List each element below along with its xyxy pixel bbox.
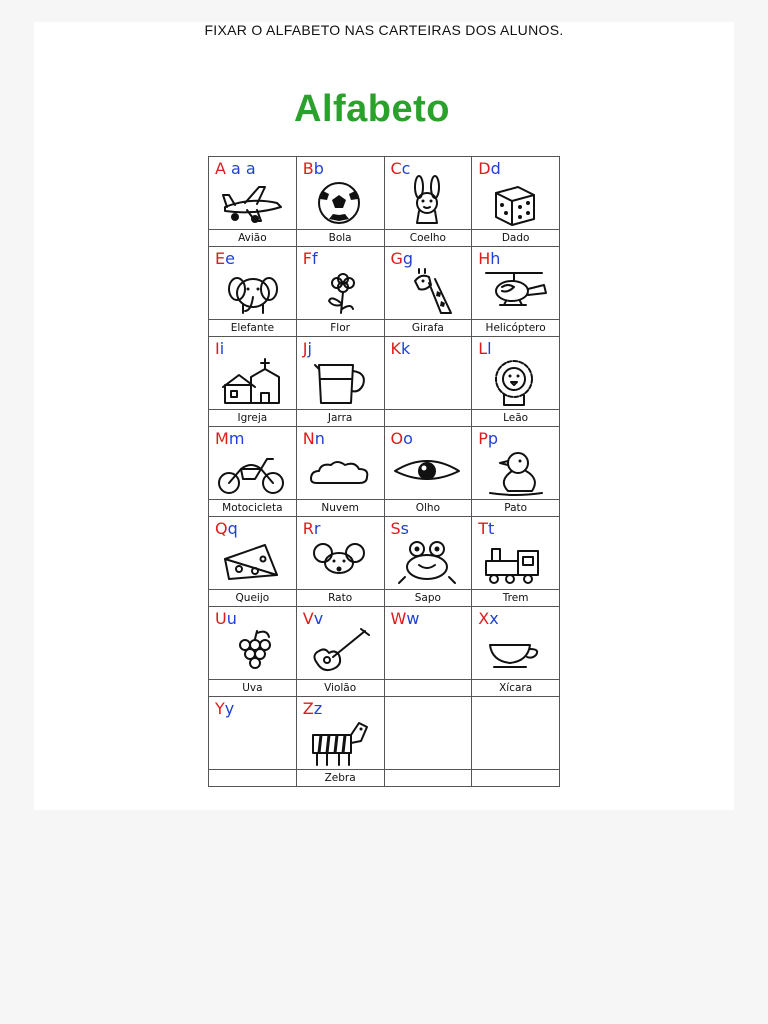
helicopter-icon [478,265,550,317]
word-caption [296,680,384,697]
church-icon [215,355,287,407]
duck-icon [478,445,550,497]
uppercase-letter: A [215,159,232,178]
letter-cell-p [472,427,560,500]
uppercase-letter: W [390,609,407,628]
letter-cell-s [384,517,472,590]
letter-cell-u [209,607,297,680]
eye-icon [391,445,463,497]
word-caption [296,500,384,517]
elephant-icon [215,265,287,317]
word-caption [209,500,297,517]
letter-cell-x [472,607,560,680]
uppercase-letter: F [302,249,312,268]
jug-icon [303,355,375,407]
uppercase-letter: R [302,519,314,538]
word-label: Violão [324,682,357,694]
grid-row-captions [209,680,560,697]
uppercase-letter: T [478,519,489,538]
word-label: Coelho [409,232,446,244]
word-label: Bola [328,232,352,244]
uppercase-letter: Y [215,699,225,718]
lowercase-letter: y [224,699,235,718]
letter-cell-h [472,247,560,320]
word-label: Rato [328,592,353,604]
lowercase-letter: n [314,429,325,448]
word-label [385,680,472,696]
lowercase-letter: a a [231,159,256,178]
lowercase-letter: c [401,159,411,178]
lowercase-letter: e [225,249,235,268]
letter-cell-n [296,427,384,500]
grid-row-pictures [209,157,560,230]
word-caption [296,590,384,607]
lowercase-letter: x [489,609,499,628]
grid-row-pictures [209,427,560,500]
word-label: Pato [504,502,528,514]
letter-cell-t [472,517,560,590]
lowercase-letter: u [226,609,237,628]
grid-row-captions [209,230,560,247]
word-caption [296,410,384,427]
word-caption [384,410,472,427]
grid-row-captions [209,500,560,517]
word-caption [384,320,472,337]
train-icon [478,535,550,587]
uppercase-letter: V [302,609,314,628]
letter-cell-e [209,247,297,320]
word-label: Olho [415,502,440,514]
uppercase-letter: Q [215,519,228,538]
lowercase-letter: d [490,159,501,178]
word-label [472,770,559,786]
word-caption [384,590,472,607]
word-label: Jarra [327,412,353,424]
word-caption [472,590,560,607]
cup-icon [478,625,550,677]
cheese-icon [215,535,287,587]
grid-row-captions [209,410,560,427]
uppercase-letter: X [478,609,490,628]
word-label [209,770,296,786]
uppercase-letter: O [390,429,404,448]
word-label: Motocicleta [222,502,283,514]
word-caption [384,770,472,787]
letter-cell-g [384,247,472,320]
lowercase-letter: l [487,339,492,358]
word-label: Avião [238,232,267,244]
word-caption [384,500,472,517]
lowercase-letter: v [313,609,324,628]
letter-cell-w [384,607,472,680]
grid-row-pictures [209,517,560,590]
letter-cell-empty [384,697,472,770]
lowercase-letter: q [227,519,238,538]
dice-icon [478,175,550,227]
letter-cell-m [209,427,297,500]
letter-pair [215,700,234,718]
uppercase-letter: H [478,249,491,268]
letter-cell-d [472,157,560,230]
word-label: Igreja [237,412,268,424]
grid-row-pictures [209,247,560,320]
word-label: Elefante [230,322,275,334]
letter-pair [391,610,420,628]
word-caption [209,230,297,247]
uppercase-letter: K [390,339,401,358]
letter-cell-empty [472,697,560,770]
word-caption [209,590,297,607]
lowercase-letter: p [487,429,499,448]
cloud-icon [303,445,375,497]
letter-cell-a [209,157,297,230]
word-caption [472,770,560,787]
word-label [385,770,472,786]
uppercase-letter: S [390,519,401,538]
letter-cell-c [384,157,472,230]
word-caption [296,230,384,247]
motorcycle-icon [215,445,287,497]
flower-icon [303,265,375,317]
word-label: Flor [330,322,350,334]
lowercase-letter: g [402,249,414,268]
word-label: Xícara [499,682,533,694]
lowercase-letter: o [403,429,413,448]
letter-cell-i [209,337,297,410]
word-label: Uva [242,682,263,694]
word-label: Trem [502,592,529,604]
word-caption [209,410,297,427]
word-label: Leão [503,412,529,424]
word-caption [472,680,560,697]
frog-icon [391,535,463,587]
uppercase-letter: N [302,429,315,448]
lowercase-letter: i [219,339,225,358]
uppercase-letter: J [302,339,308,358]
letter-pair [391,340,411,358]
letter-cell-k [384,337,472,410]
lowercase-letter: m [228,429,245,448]
lowercase-letter: k [401,339,411,358]
word-caption [472,230,560,247]
uppercase-letter: M [215,429,229,448]
letter-cell-b [296,157,384,230]
word-caption [209,770,297,787]
lowercase-letter: j [307,339,312,358]
word-caption [209,680,297,697]
letter-cell-q [209,517,297,590]
uppercase-letter: E [215,249,226,268]
lowercase-letter: z [313,699,323,718]
zebra-icon [303,715,375,767]
word-caption [384,230,472,247]
soccer-ball-icon [303,175,375,227]
guitar-icon [303,625,375,677]
letter-cell-v [296,607,384,680]
letter-cell-r [296,517,384,590]
uppercase-letter: Z [302,699,314,718]
lowercase-letter: f [311,249,318,268]
word-label: Helicóptero [485,322,546,334]
lowercase-letter: t [488,519,495,538]
alphabet-grid [208,156,560,787]
airplane-icon [215,175,287,227]
word-caption [296,320,384,337]
word-caption [209,320,297,337]
word-caption [472,500,560,517]
uppercase-letter: D [478,159,491,178]
uppercase-letter: L [478,339,488,358]
grid-row-pictures [209,337,560,410]
uppercase-letter: P [478,429,488,448]
word-caption [384,680,472,697]
uppercase-letter: I [215,339,220,358]
uppercase-letter: B [302,159,314,178]
letter-cell-o [384,427,472,500]
uppercase-letter: C [390,159,402,178]
grid-row-captions [209,590,560,607]
letter-cell-f [296,247,384,320]
word-label [385,410,472,426]
grapes-icon [215,625,287,677]
mouse-icon [303,535,375,587]
lowercase-letter: s [400,519,409,538]
giraffe-icon [391,265,463,317]
grid-row-pictures [209,607,560,680]
rabbit-icon [391,175,463,227]
letter-cell-j [296,337,384,410]
lion-icon [478,355,550,407]
lowercase-letter: r [313,519,321,538]
grid-row-captions [209,320,560,337]
letter-cell-y [209,697,297,770]
page-title: Alfabeto [294,88,450,130]
uppercase-letter: U [215,609,227,628]
letter-cell-z [296,697,384,770]
letter-cell-l [472,337,560,410]
word-label: Dado [501,232,530,244]
uppercase-letter: G [390,249,403,268]
word-label: Girafa [411,322,444,334]
word-label: Sapo [414,592,441,604]
lowercase-letter: b [313,159,324,178]
grid-row-pictures [209,697,560,770]
instruction-text: FIXAR O ALFABETO NAS CARTEIRAS DOS ALUNOS. [204,22,564,38]
lowercase-letter: h [490,249,501,268]
word-caption [472,410,560,427]
word-caption [296,770,384,787]
grid-row-captions [209,770,560,787]
word-label: Zebra [324,772,356,784]
word-label: Queijo [235,592,270,604]
lowercase-letter: w [406,609,420,628]
word-label: Nuvem [321,502,359,514]
word-caption [472,320,560,337]
